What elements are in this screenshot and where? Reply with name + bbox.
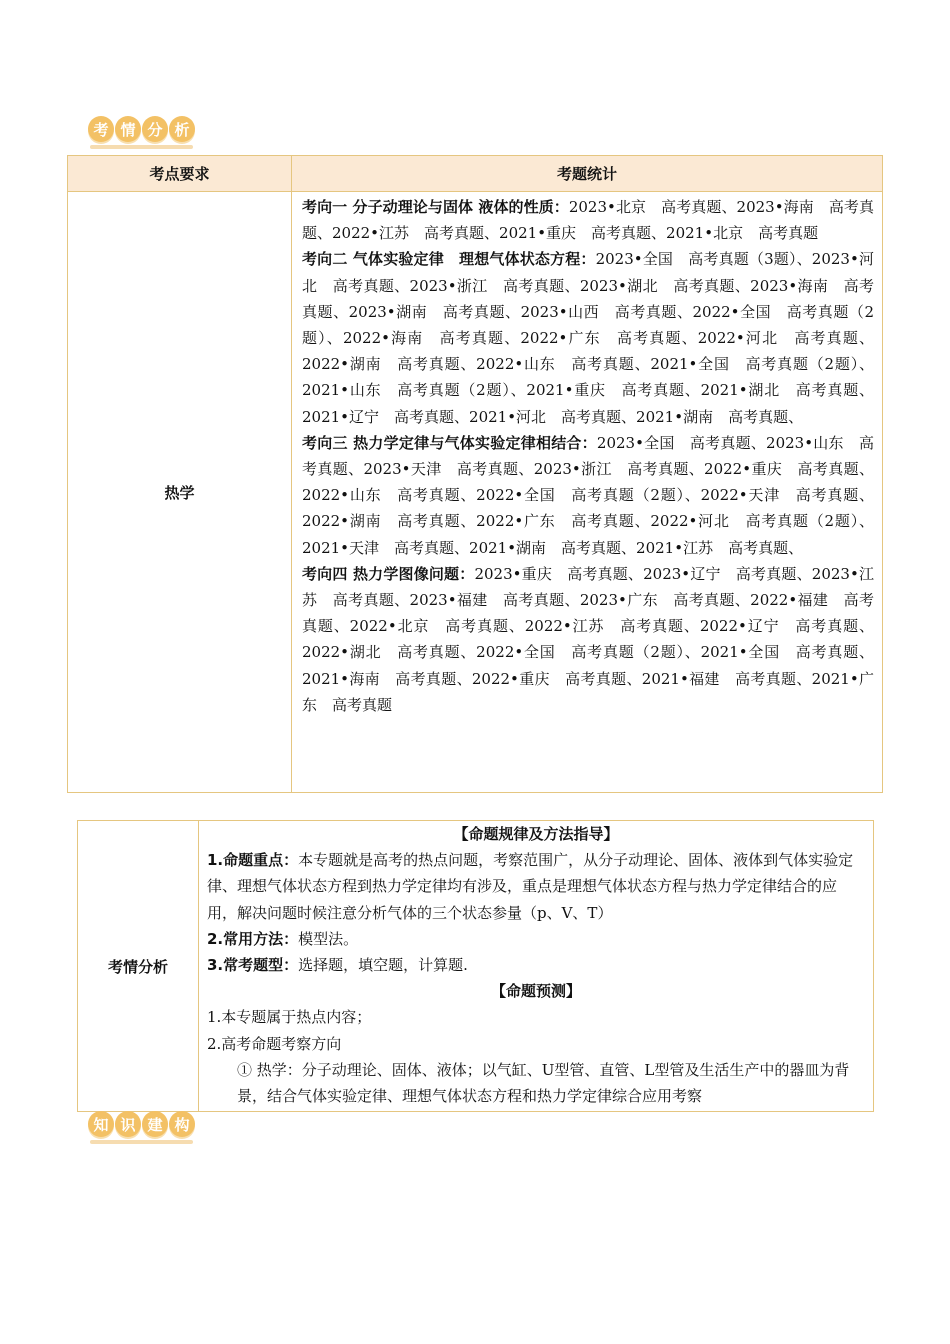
analysis-body bbox=[199, 821, 874, 1112]
badge-char: 构 bbox=[169, 1111, 195, 1137]
exam-stats-table bbox=[67, 155, 883, 793]
badge-char: 情 bbox=[115, 116, 141, 142]
direction-title: 考向四 热力学图像问题： bbox=[302, 564, 475, 583]
badge-char: 识 bbox=[115, 1111, 141, 1137]
analysis-label: 考情分析 bbox=[78, 821, 199, 1112]
section-heading: 【命题预测】 bbox=[490, 982, 581, 1001]
paragraph-text: 模型法。 bbox=[298, 929, 359, 948]
badge-char: 考 bbox=[88, 116, 114, 142]
direction-entry bbox=[302, 561, 874, 718]
analysis-table bbox=[77, 820, 874, 1112]
section-heading: 【命题规律及方法指导】 bbox=[453, 825, 619, 843]
paragraph-head: 1.命题重点： bbox=[207, 851, 299, 870]
list-item: 2.高考命题考察方向 bbox=[207, 1034, 342, 1053]
direction-title: 考向一 分子动理论与固体 液体的性质： bbox=[302, 198, 569, 216]
list-item: ① 热学：分子动理论、固体、液体；以气缸、U型管、直管、L型管及生活生产中的器皿为背景，结合气体实验定律、理想气体状态方程和热力学定律综合应用考察 bbox=[237, 1060, 850, 1106]
paragraph-text: 选择题，填空题，计算题. bbox=[298, 956, 468, 975]
column-header: 考题统计 bbox=[292, 156, 883, 192]
direction-entry bbox=[302, 430, 874, 561]
badge-underline bbox=[90, 145, 193, 149]
badge-underline bbox=[90, 1140, 193, 1144]
topic-cell: 热学 bbox=[68, 192, 292, 793]
paragraph bbox=[207, 952, 865, 978]
paragraph bbox=[207, 926, 865, 952]
table-header-row bbox=[68, 156, 883, 192]
stats-cell bbox=[292, 192, 883, 793]
badge-char: 析 bbox=[169, 116, 195, 142]
badge-char: 知 bbox=[88, 1111, 114, 1137]
knowledge-structure-badge bbox=[88, 1111, 195, 1137]
direction-entry bbox=[302, 246, 874, 429]
paragraph-head: 3.常考题型： bbox=[207, 956, 299, 975]
table-row bbox=[78, 821, 874, 1112]
direction-title: 考向三 热力学定律与气体实验定律相结合： bbox=[302, 433, 597, 452]
paragraph-head: 2.常用方法： bbox=[207, 929, 299, 948]
paragraph-text: 本专题就是高考的热点问题，考察范围广，从分子动理论、固体、液体到气体实验定律、理想气体状态方程到热力学定律均有涉及，重点是理想气体状态方程与热力学定律结合的应用，解决问题时候注意分析气体的三个状态参量（p、V、T） bbox=[207, 851, 854, 922]
direction-text: 2023•重庆 高考真题、2023•辽宁 高考真题、2023•江苏 高考真题、2023•福建 高考真题、2023•广东 高考真题、2022•福建 高考真题、2022•北京 高考真题、2022•江苏 高考真题、2022•辽宁 高考真题、2022•湖北 高考真题、2022•全国 高考真题（2题）、2021•全国 高考真题、2021•海南 高考真题、2022•重庆 高考真题、2021•福建 高考真题、2021•广东 高考真题 bbox=[302, 564, 874, 714]
direction-title: 考向二 气体实验定律 理想气体状态方程： bbox=[302, 250, 596, 269]
direction-entry bbox=[302, 194, 874, 246]
direction-text: 2023•全国 高考真题、2023•山东 高考真题、2023•天津 高考真题、2023•浙江 高考真题、2022•重庆 高考真题、2022•山东 高考真题、2022•全国 高考真题（2题）、2022•天津 高考真题、2022•湖南 高考真题、2022•广东 高考真题、2022•河北 高考真题（2题）、2021•天津 高考真题、2021•湖南 高考真题、2021•江苏 高考真题、 bbox=[302, 433, 874, 557]
exam-analysis-badge bbox=[88, 116, 195, 142]
badge-char: 分 bbox=[142, 116, 168, 142]
table-row bbox=[68, 192, 883, 793]
paragraph bbox=[207, 847, 865, 926]
column-header: 考点要求 bbox=[68, 156, 292, 192]
list-item: 1.本专题属于热点内容； bbox=[207, 1008, 372, 1027]
direction-text: 2023•全国 高考真题（3题）、2023•河北 高考真题、2023•浙江 高考真题、2023•湖北 高考真题、2023•海南 高考真题、2023•湖南 高考真题、2023•山西 高考真题、2022•全国 高考真题（2题）、2022•海南 高考真题、2022•广东 高考真题、2022•河北 高考真题、2022•湖南 高考真题、2022•山东 高考真题、2021•全国 高考真题（2题）、2021•山东 高考真题（2题）、2021•重庆 高考真题、2021•湖北 高考真题、2021•辽宁 高考真题、2021•河北 高考真题、2021•湖南 高考真题、 bbox=[302, 250, 874, 426]
direction-text: 2023•北京 高考真题、2023•海南 高考真题、2022•江苏 高考真题、2021•重庆 高考真题、2021•北京 高考真题 bbox=[302, 198, 874, 243]
badge-char: 建 bbox=[142, 1111, 168, 1137]
